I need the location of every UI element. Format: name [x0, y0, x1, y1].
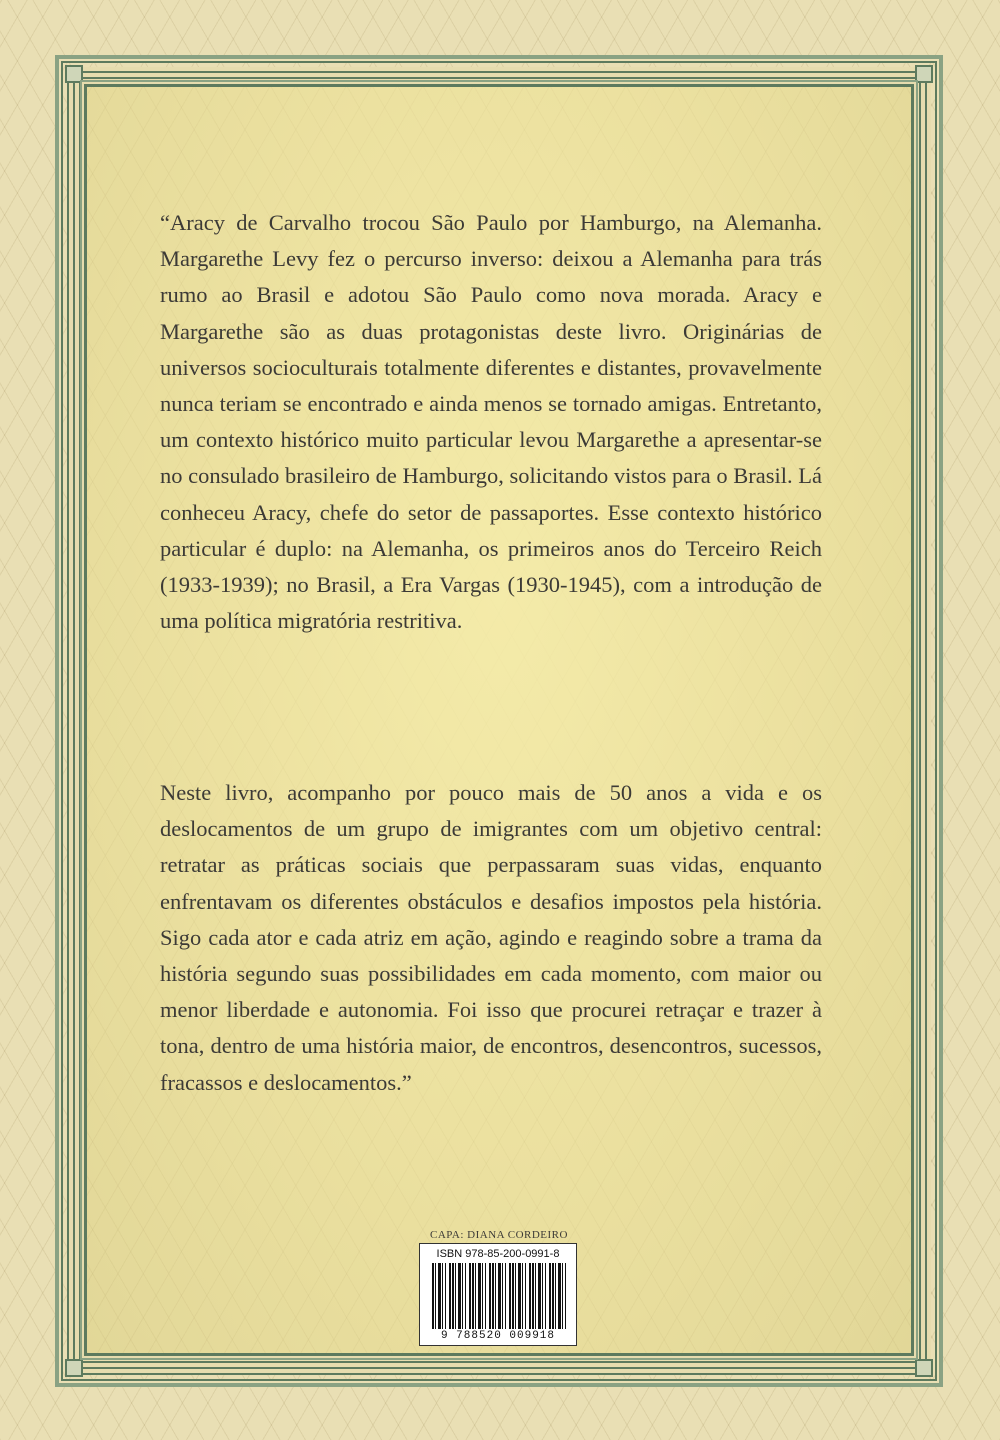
- quote-paragraph-1: “Aracy de Carvalho trocou São Paulo por Hamburgo, na Alemanha. Margarethe Levy fez o percurso inverso: deixou a Alemanha para trás rumo ao Brasil e adotou São Paulo como nova morada. Aracy e Margarethe são as duas protagonistas deste livro. Originárias de universos socioculturais totalmente diferentes e distantes, provavelmente nunca teriam se encontrado e ainda menos se tornado amigas. Entretanto, um contexto histórico muito particular levou Margarethe a apresentar-se no consulado brasileiro de Hamburgo, solicitando vistos para o Brasil. Lá conheceu Aracy, chefe do setor de passaportes. Esse contexto histórico particular é duplo: na Alemanha, os primeiros anos do Terceiro Reich (1933-1939); no Brasil, a Era Vargas (1930-1945), com a introdução de uma política migratória restritiva.: [160, 210, 822, 634]
- frame-corner-ornament: [915, 65, 933, 83]
- cover-credit: CAPA: DIANA CORDEIRO: [430, 1229, 568, 1241]
- barcode-bars: [432, 1263, 568, 1329]
- frame-corner-ornament: [65, 65, 83, 83]
- frame-corner-ornament: [915, 1359, 933, 1377]
- isbn-barcode: [419, 1243, 577, 1346]
- barcode-digits: 9 788520 009918: [420, 1330, 576, 1342]
- isbn-label: ISBN 978-85-200-0991-8: [436, 1248, 560, 1260]
- frame-corner-ornament: [65, 1359, 83, 1377]
- quote-paragraph-2: Neste livro, acompanho por pouco mais de 50 anos a vida e os deslocamentos de um grupo de imigrantes com um objetivo central: retratar as práticas sociais que perpassaram suas vidas, enquanto enfrentavam os diferentes obstáculos e desafios impostos pela história. Sigo cada ator e cada atriz em ação, agindo e reagindo sobre a trama da história segundo suas possibilidades em cada momento, com maior ou menor liberdade e autonomia. Foi isso que procurei retraçar e trazer à tona, dentro de uma história maior, de encontros, desencontros, sucessos, fracassos e deslocamentos.”: [160, 780, 822, 1095]
